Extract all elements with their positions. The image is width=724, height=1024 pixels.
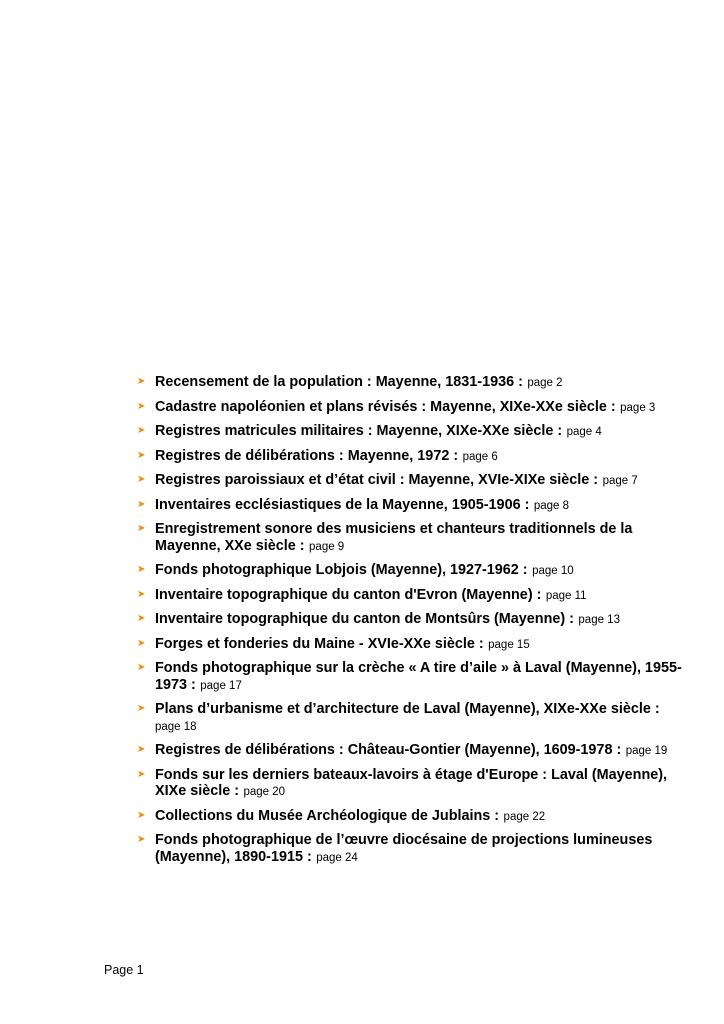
toc-entry-title: Recensement de la population : Mayenne, 1831-1936 : bbox=[155, 374, 523, 390]
toc-entry-page: page 17 bbox=[200, 679, 242, 692]
toc-entry[interactable] bbox=[137, 521, 682, 555]
arrow-bullet-icon: ➤ bbox=[137, 662, 146, 673]
arrow-bullet-icon: ➤ bbox=[137, 474, 146, 485]
toc-entry[interactable] bbox=[137, 472, 682, 490]
toc-entry-title: Registres matricules militaires : Mayenne, XIXe-XXe siècle : bbox=[155, 423, 563, 439]
table-of-contents bbox=[137, 374, 682, 873]
arrow-bullet-icon: ➤ bbox=[137, 523, 146, 534]
toc-entry-title: Fonds sur les derniers bateaux-lavoirs à étage d'Europe : Laval (Mayenne), XIXe siècle : bbox=[155, 766, 668, 799]
toc-entry-page: page 22 bbox=[503, 810, 546, 823]
arrow-bullet-icon: ➤ bbox=[137, 400, 146, 412]
arrow-bullet-icon: ➤ bbox=[137, 834, 146, 845]
toc-entry-title: Plans d’urbanisme et d’architecture de Laval (Mayenne), XIXe-XXe siècle : bbox=[155, 701, 660, 717]
arrow-bullet-icon: ➤ bbox=[137, 703, 146, 714]
arrow-bullet-icon: ➤ bbox=[137, 809, 146, 821]
toc-entry-title: Fonds photographique Lobjois (Mayenne), 1927-1962 : bbox=[155, 562, 528, 578]
arrow-bullet-icon: ➤ bbox=[137, 564, 146, 575]
arrow-bullet-icon: ➤ bbox=[137, 425, 146, 436]
toc-entry-title: Registres paroissiaux et d’état civil : Mayenne, XVIe-XIXe siècle : bbox=[155, 472, 599, 488]
toc-entry-page: page 24 bbox=[316, 851, 358, 864]
toc-entry-title: Inventaire topographique du canton d'Evron (Mayenne) : bbox=[155, 586, 542, 603]
arrow-bullet-icon: ➤ bbox=[137, 744, 146, 755]
toc-entry[interactable] bbox=[137, 423, 682, 441]
arrow-bullet-icon: ➤ bbox=[137, 449, 146, 461]
toc-entry-title: Forges et fonderies du Maine - XVIe-XXe siècle : bbox=[155, 635, 484, 652]
toc-entry[interactable] bbox=[137, 767, 682, 801]
toc-entry[interactable] bbox=[137, 399, 682, 417]
toc-entry-page: page 3 bbox=[620, 401, 656, 414]
page-number: Page 1 bbox=[104, 963, 144, 977]
toc-entry-page: page 20 bbox=[243, 786, 286, 798]
toc-entry-title: Fonds photographique de l’œuvre diocésaine de projections lumineuses (Mayenne), 1890-1915 : bbox=[155, 832, 653, 865]
arrow-bullet-icon: ➤ bbox=[137, 637, 146, 649]
arrow-bullet-icon: ➤ bbox=[137, 588, 146, 600]
toc-entry-page: page 2 bbox=[527, 377, 563, 389]
arrow-bullet-icon: ➤ bbox=[137, 376, 146, 387]
toc-entry[interactable] bbox=[137, 497, 682, 515]
toc-entry[interactable] bbox=[137, 636, 682, 654]
toc-entry-page: page 10 bbox=[532, 565, 574, 577]
toc-entry-title: Registres de délibérations : Mayenne, 1972 : bbox=[155, 447, 459, 464]
toc-entry-page: page 13 bbox=[578, 614, 620, 626]
toc-entry-page: page 7 bbox=[602, 475, 638, 487]
toc-entry-title: Collections du Musée Archéologique de Jublains : bbox=[155, 807, 500, 824]
toc-entry[interactable] bbox=[137, 660, 682, 694]
toc-entry[interactable] bbox=[137, 448, 682, 466]
toc-entry-title: Enregistrement sonore des musiciens et chanteurs traditionnels de la Mayenne, XXe siècle : bbox=[155, 521, 633, 554]
arrow-bullet-icon: ➤ bbox=[137, 498, 146, 510]
arrow-bullet-icon: ➤ bbox=[137, 613, 146, 624]
toc-entry[interactable] bbox=[137, 832, 682, 866]
toc-entry[interactable] bbox=[137, 742, 682, 760]
toc-entry-page: page 8 bbox=[533, 499, 570, 512]
toc-entry-title: Inventaire topographique du canton de Montsûrs (Mayenne) : bbox=[155, 611, 574, 627]
toc-entry[interactable] bbox=[137, 562, 682, 580]
toc-entry-title: Fonds photographique sur la crèche « A tire d’aile » à Laval (Mayenne), 1955-1973 : bbox=[155, 660, 682, 693]
toc-entry-title: Inventaires ecclésiastiques de la Mayenne, 1905-1906 : bbox=[155, 496, 530, 513]
toc-entry[interactable] bbox=[137, 587, 682, 605]
toc-entry-page: page 4 bbox=[566, 426, 602, 438]
toc-entry[interactable] bbox=[137, 374, 682, 392]
toc-entry-page: page 6 bbox=[462, 450, 498, 463]
toc-entry-page: page 11 bbox=[545, 589, 587, 602]
toc-entry-title: Registres de délibérations : Château-Gontier (Mayenne), 1609-1978 : bbox=[155, 742, 622, 758]
toc-entry-page: page 19 bbox=[625, 745, 668, 757]
toc-entry-page: page 15 bbox=[488, 638, 530, 651]
toc-entry-title: Cadastre napoléonien et plans révisés : Mayenne, XIXe-XXe siècle : bbox=[155, 398, 616, 415]
toc-entry[interactable] bbox=[137, 701, 682, 735]
toc-entry[interactable] bbox=[137, 611, 682, 629]
toc-entry-page: page 9 bbox=[309, 540, 345, 553]
toc-entry-page: page 18 bbox=[155, 720, 197, 733]
arrow-bullet-icon: ➤ bbox=[137, 768, 146, 780]
toc-entry[interactable] bbox=[137, 808, 682, 826]
